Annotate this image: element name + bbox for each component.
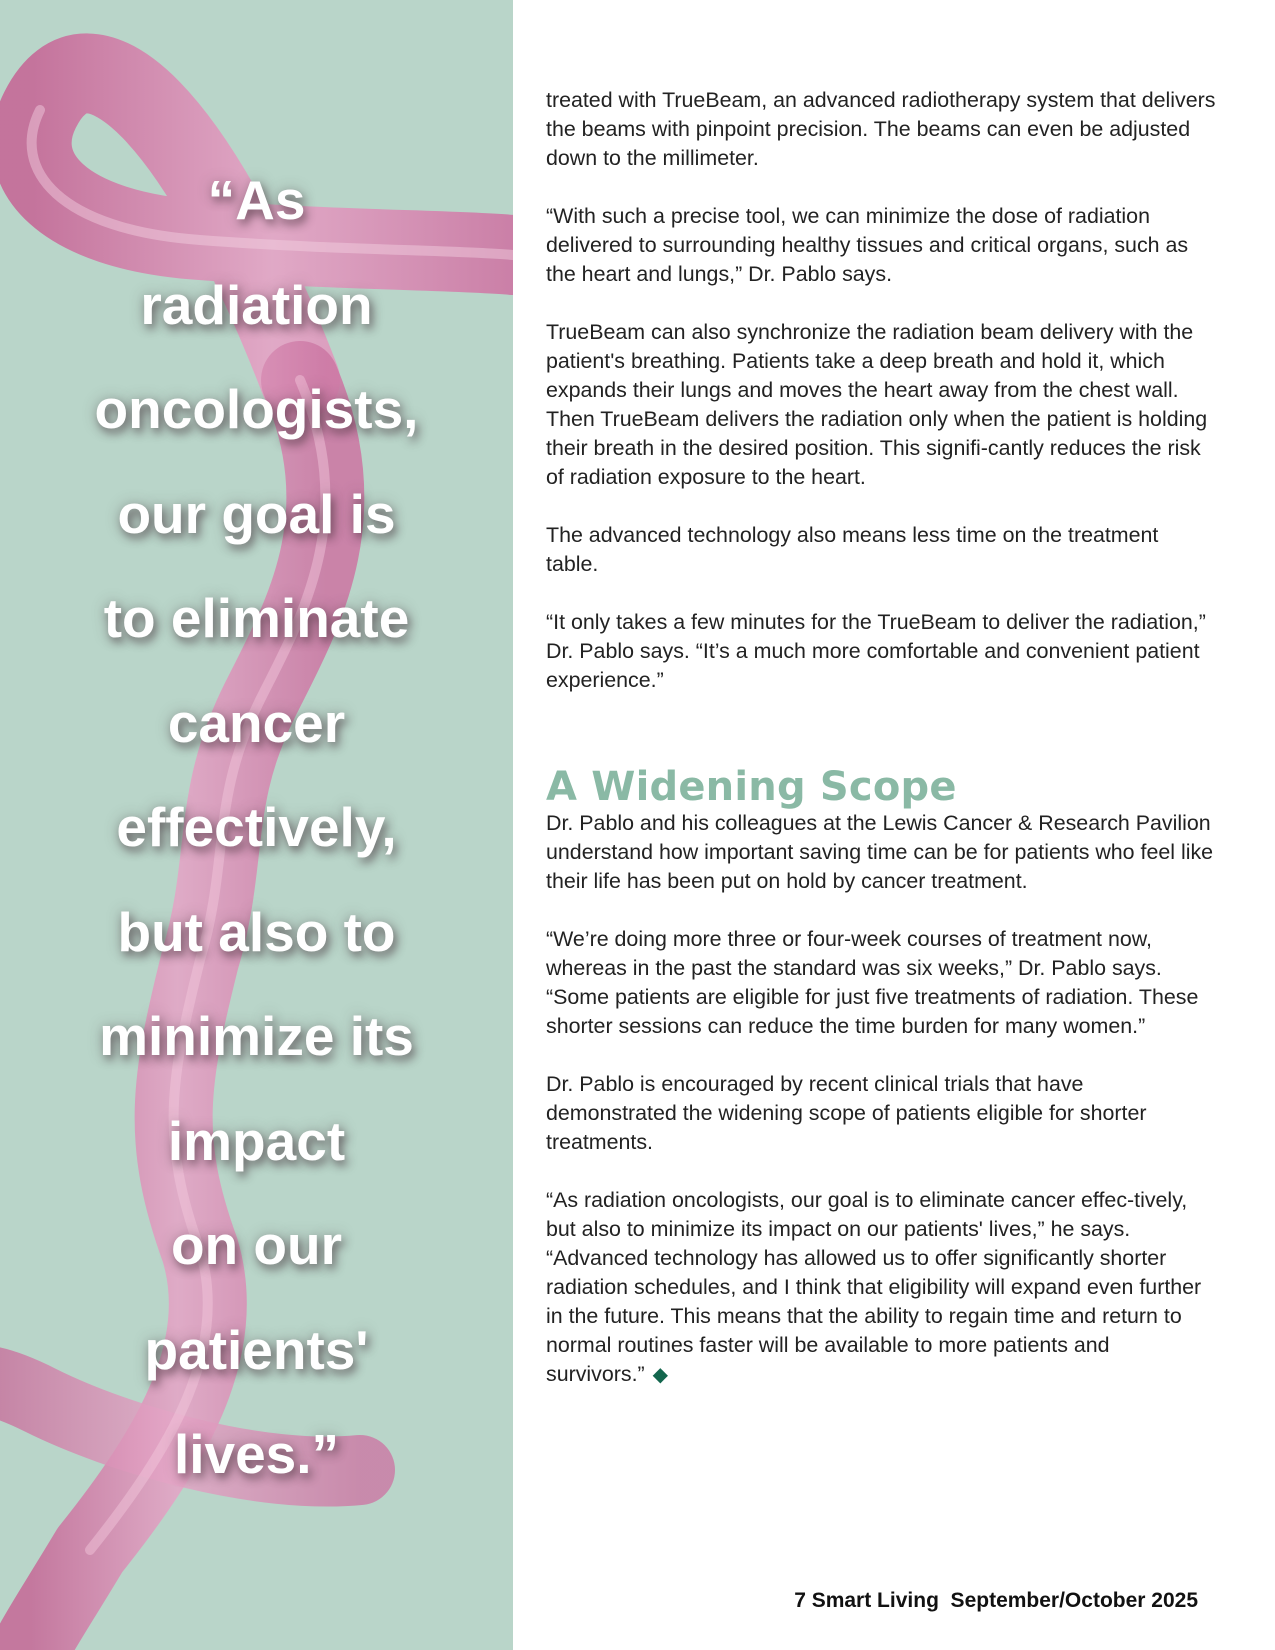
section-heading: A Widening Scope — [546, 764, 957, 810]
page-footer: 7 Smart Living September/October 2025 — [794, 1589, 1198, 1612]
article-body — [546, 86, 1216, 1419]
sidebar-quote-panel — [0, 0, 513, 1650]
article-paragraph: TrueBeam can also synchronize the radiation beam delivery with the patient's breathing. Patients take a deep breath and hold it, which expands their lungs and moves the heart away from the chest wall. Then TrueBeam delivers the radiation only when the patient is holding their breath in the desired position. This signifi-cantly reduces the risk of radiation exposure to the heart. — [546, 320, 1208, 489]
article-paragraph: “With such a precise tool, we can minimize the dose of radiation delivered to surrounding healthy tissues and critical organs, such as the heart and lungs,” Dr. Pablo says. — [546, 204, 1189, 286]
pull-quote-line: our goal is — [117, 482, 396, 545]
pull-quote-line: minimize its — [99, 1005, 414, 1067]
article-paragraph: “It only takes a few minutes for the TrueBeam to deliver the radiation,” Dr. Pablo says. “It’s a much more comfortable and convenient patient experience.” — [546, 610, 1206, 692]
article-paragraph: Dr. Pablo and his colleagues at the Lewis Cancer & Research Pavilion understand how important saving time can be for patients who feel like their life has been put on hold by cancer treatment. — [546, 811, 1214, 893]
pull-quote-line: patients' — [144, 1318, 369, 1381]
pull-quote — [20, 148, 493, 1507]
pull-quote-line: cancer — [167, 691, 346, 754]
pull-quote-line: “As — [207, 169, 306, 231]
article-final-paragraph — [546, 1186, 1216, 1390]
pull-quote-line: but also to — [117, 900, 396, 963]
pull-quote-line: impact — [167, 1109, 346, 1172]
pull-quote-line: radiation — [140, 273, 373, 336]
article-paragraph: Dr. Pablo is encouraged by recent clinical trials that have demonstrated the widening scope of patients eligible for shorter treatments. — [546, 1072, 1147, 1154]
pull-quote-line: lives.” — [173, 1423, 340, 1485]
final-paragraph-text: “As radiation oncologists, our goal is to eliminate cancer effec-tively, but also to minimize its impact on our patients' lives,” he says. “Advanced technology has allowed us to offer significantly shorter radiation schedules, and I think that eligibility will expand even further in the future. This means that the ability to regain time and return to normal routines faster will be available to more patients and survivors.” — [546, 1188, 1202, 1386]
pull-quote-line: on our — [170, 1214, 343, 1276]
diamond-end-icon: ◆ — [652, 1364, 669, 1386]
article-paragraph: treated with TrueBeam, an advanced radiotherapy system that delivers the beams with pinpoint precision. The beams can even be adjusted down to the millimeter. — [546, 88, 1216, 170]
article-paragraph: “We’re doing more three or four-week courses of treatment now, whereas in the past the standard was six weeks,” Dr. Pablo says. “Some patients are eligible for just five treatments of radiation. These shorter sessions can reduce the time burden for many women.” — [546, 927, 1199, 1038]
article-paragraph: The advanced technology also means less time on the treatment table. — [546, 523, 1159, 576]
pull-quote-line: effectively, — [116, 796, 397, 858]
pull-quote-line: to eliminate — [103, 587, 410, 649]
pull-quote-line: oncologists, — [94, 378, 419, 440]
